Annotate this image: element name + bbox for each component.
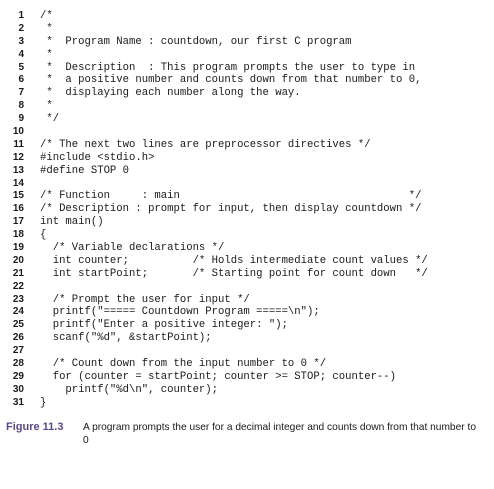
code-text: /* The next two lines are preprocessor directives */ bbox=[40, 138, 371, 151]
line-number: 5 bbox=[18, 61, 24, 73]
line-number: 17 bbox=[12, 216, 24, 228]
figure-label: Figure 11.3 bbox=[6, 421, 64, 433]
line-number: 10 bbox=[12, 126, 24, 138]
code-line bbox=[6, 332, 490, 345]
code-line bbox=[6, 74, 490, 87]
code-line bbox=[6, 190, 490, 203]
code-line bbox=[6, 36, 490, 49]
code-line bbox=[6, 62, 490, 75]
code-line bbox=[6, 10, 490, 23]
line-number: 14 bbox=[12, 177, 24, 189]
code-text: /* bbox=[40, 10, 53, 22]
code-line bbox=[6, 100, 490, 113]
code-text: scanf("%d", &startPoint); bbox=[40, 332, 212, 345]
line-number: 16 bbox=[12, 203, 24, 215]
line-number: 30 bbox=[12, 383, 24, 395]
code-line bbox=[6, 397, 490, 410]
code-line bbox=[6, 242, 490, 255]
line-number: 2 bbox=[18, 22, 24, 34]
code-line bbox=[6, 306, 490, 319]
code-line bbox=[6, 49, 490, 62]
code-line bbox=[6, 281, 490, 294]
code-text: * Description : This program prompts the user to type in bbox=[40, 61, 416, 74]
code-text: printf("%d\n", counter); bbox=[40, 383, 219, 396]
code-text: /* Variable declarations */ bbox=[40, 242, 225, 255]
figure-caption-text: A program prompts the user for a decimal integer and counts down from that number to 0 bbox=[83, 422, 476, 446]
code-text: int startPoint; /* Starting point for count down */ bbox=[40, 267, 428, 280]
code-text: * bbox=[40, 100, 53, 113]
line-number: 29 bbox=[12, 370, 24, 382]
line-number: 19 bbox=[12, 242, 24, 254]
line-number: 31 bbox=[12, 396, 24, 408]
code-text: #define STOP 0 bbox=[40, 164, 130, 177]
code-line bbox=[6, 319, 490, 332]
code-text: /* Count down from the input number to 0 */ bbox=[40, 358, 327, 371]
code-line bbox=[6, 178, 490, 191]
line-number: 9 bbox=[18, 113, 24, 125]
code-text: for (counter = startPoint; counter >= STOP; counter--) bbox=[40, 370, 397, 383]
line-number: 22 bbox=[12, 280, 24, 292]
line-number: 27 bbox=[12, 345, 24, 357]
code-text: * bbox=[40, 48, 53, 61]
code-line bbox=[6, 268, 490, 281]
line-number: 4 bbox=[18, 48, 24, 60]
code-text: } bbox=[40, 396, 47, 409]
line-number: 18 bbox=[12, 229, 24, 241]
code-line bbox=[6, 358, 490, 371]
code-line bbox=[6, 203, 490, 216]
code-text: { bbox=[40, 229, 47, 242]
code-text: */ bbox=[40, 113, 60, 126]
code-line bbox=[6, 216, 490, 229]
code-text: * displaying each number along the way. bbox=[40, 87, 301, 100]
code-line bbox=[6, 229, 490, 242]
code-text: #include <stdio.h> bbox=[40, 151, 155, 164]
code-text: int main() bbox=[40, 216, 104, 229]
code-line bbox=[6, 152, 490, 165]
code-text: /* Function : main */ bbox=[40, 190, 422, 203]
code-listing bbox=[6, 10, 490, 410]
line-number: 25 bbox=[12, 319, 24, 331]
code-line bbox=[6, 126, 490, 139]
code-text: /* Prompt the user for input */ bbox=[40, 293, 250, 306]
line-number: 11 bbox=[13, 138, 24, 150]
line-number: 20 bbox=[12, 254, 24, 266]
line-number: 13 bbox=[12, 164, 24, 176]
code-line bbox=[6, 345, 490, 358]
code-line bbox=[6, 384, 490, 397]
code-text: * bbox=[40, 22, 53, 35]
line-number: 1 bbox=[18, 10, 24, 21]
code-line bbox=[6, 371, 490, 384]
line-number: 8 bbox=[18, 100, 24, 112]
line-number: 6 bbox=[18, 74, 24, 86]
code-line bbox=[6, 87, 490, 100]
code-line bbox=[6, 139, 490, 152]
code-text: printf("Enter a positive integer: "); bbox=[40, 319, 288, 332]
line-number: 21 bbox=[12, 267, 24, 279]
line-number: 23 bbox=[12, 293, 24, 305]
line-number: 24 bbox=[12, 306, 24, 318]
code-line bbox=[6, 23, 490, 36]
code-line bbox=[6, 113, 490, 126]
code-line bbox=[6, 294, 490, 307]
code-text: printf("===== Countdown Program =====\n"); bbox=[40, 306, 320, 319]
line-number: 7 bbox=[18, 87, 24, 99]
code-line bbox=[6, 165, 490, 178]
code-line bbox=[6, 255, 490, 268]
code-text: * a positive number and counts down from that number to 0, bbox=[40, 74, 422, 87]
line-number: 12 bbox=[12, 151, 24, 163]
line-number: 28 bbox=[12, 358, 24, 370]
code-text: /* Description : prompt for input, then display countdown */ bbox=[40, 203, 422, 216]
code-text: int counter; /* Holds intermediate count values */ bbox=[40, 254, 428, 267]
line-number: 26 bbox=[12, 332, 24, 344]
line-number: 15 bbox=[12, 190, 24, 202]
line-number: 3 bbox=[18, 35, 24, 47]
code-text: * Program Name : countdown, our first C program bbox=[40, 35, 352, 48]
